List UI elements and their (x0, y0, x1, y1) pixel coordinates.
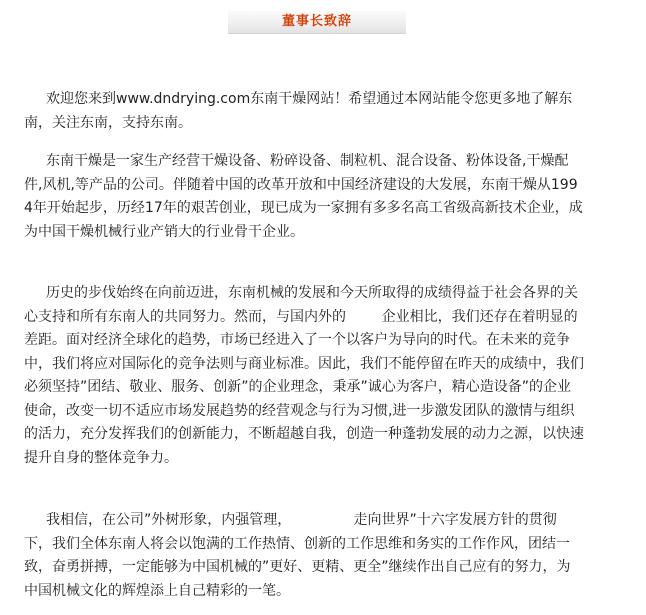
page-title: 董事长致辞 (281, 14, 352, 29)
paragraph-belief: 我相信，在公司”外树形象，内强管理， 走向世界”十六字发展方针的贯彻下，我们全体东南人将会以饱满的工作热情、创新的工作思维和务实的工作作风，团结一致，奋勇拼搏，一定能够为中国机械的”更好、更精、更全”继续作出自己应有的努力，为中国机械文化的辉煌添上自己精彩的一笔。 (24, 512, 571, 599)
paragraph-history: 历史的步伐始终在向前迈进，东南机械的发展和今天所取得的成绩得益于社会各界的关心支持和所有东南人的共同努力。然而，与国内外的 企业相比，我们还存在着明显的差距。面对经济全球化的趋势，市场已经进入了一个以客户为导向的时代。在未来的竞争中，我们将应对国际化的竞争法则与商业标准。因此，我们不能停留在昨天的成绩中，我们必须坚持”团结、敬业、服务、创新”的企业理念，秉承”诚心为客户，精心造设备”的企业使命，改变一切不适应市场发展趋势的经营观念与行为习惯,进一步激发团队的激情与组织的活力，充分发挥我们的创新能力，不断超越自我，创造一种蓬勃发展的动力之源，以快速提升自身的整体竞争力。 (24, 285, 584, 466)
paragraph-welcome: 欢迎您来到www.dndrying.com东南干燥网站！希望通过本网站能令您更多地了解东南，关注东南，支持东南。 (24, 91, 573, 131)
section-header-bar (228, 11, 406, 34)
paragraph-company-intro: 东南干燥是一家生产经营干燥设备、粉碎设备、制粒机、混合设备、粉体设备,干燥配件,风机,等产品的公司。伴随着中国的改革开放和中国经济建设的大发展，东南干燥从1994年开始起步，历经17年的艰苦创业，现已成为一家拥有多多名高工省级高新技术企业，成为中国干燥机械行业产销大的行业骨干企业。 (24, 153, 583, 240)
chairman-message-body (24, 88, 584, 603)
